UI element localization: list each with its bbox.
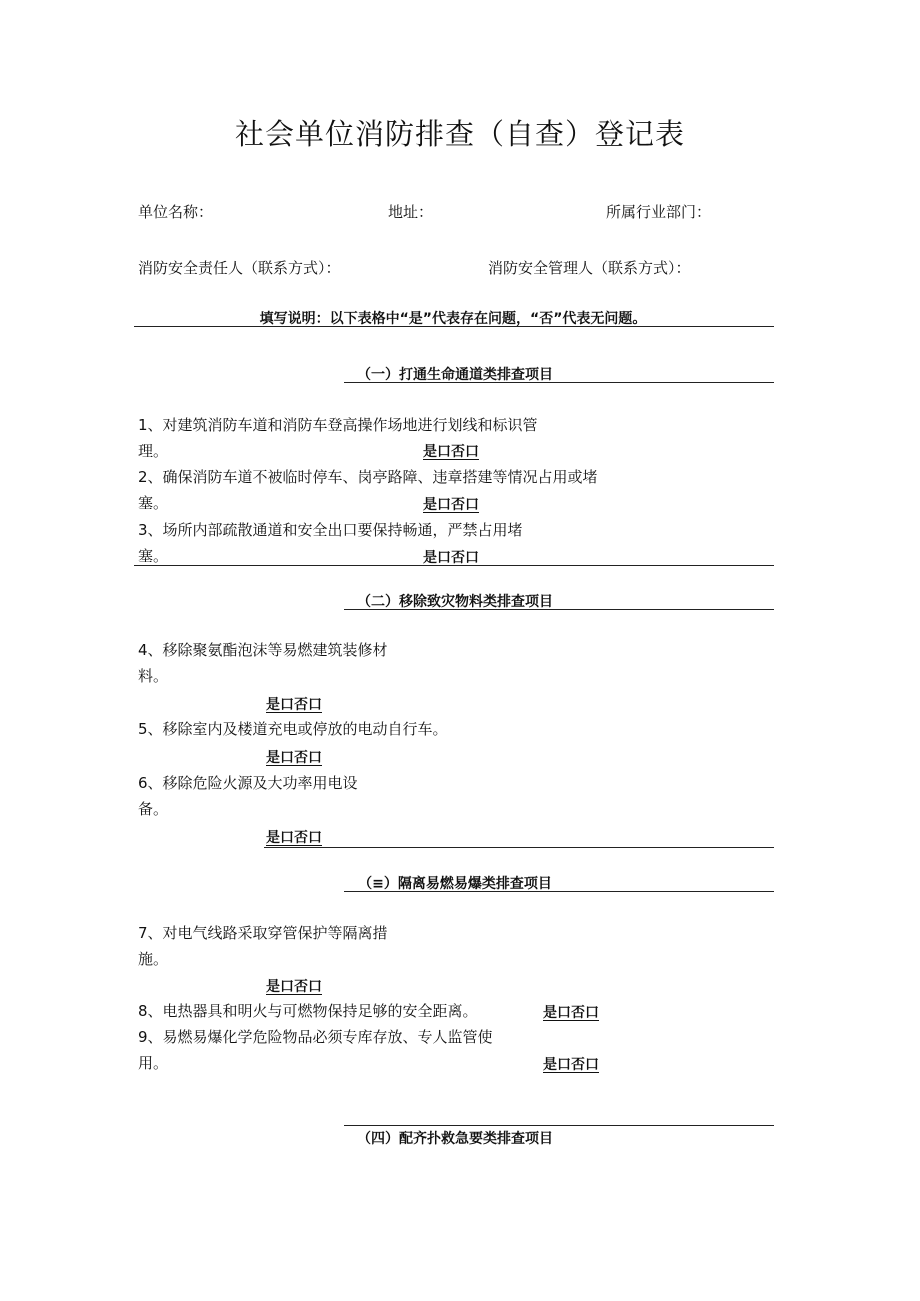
- safety-manager-label: 消防安全管理人（联系方式）：: [488, 259, 691, 277]
- section-title-3: （≡）隔离易燃易爆类排查项目: [358, 876, 552, 892]
- unit-name-label: 单位名称：: [138, 203, 214, 221]
- divider: [134, 326, 774, 327]
- item-9-line-1: 9、易燃易爆化学危险物品必须专库存放、专人监管使: [138, 1028, 493, 1046]
- page-title: 社会单位消防排查（自查）登记表: [234, 117, 685, 151]
- item-5-yes-no-checkbox[interactable]: 是口否口: [266, 750, 322, 766]
- section-divider: [344, 382, 774, 383]
- item-6-line-1: 6、移除危险火源及大功率用电设: [138, 774, 358, 792]
- section-divider: [344, 891, 774, 892]
- fill-instruction: 填写说明：以下表格中“是”代表存在问题，“否”代表无问题。: [259, 311, 647, 327]
- item-9-line-2: 用。: [138, 1054, 169, 1072]
- item-9-yes-no-checkbox[interactable]: 是口否口: [543, 1057, 599, 1073]
- section-title-1: （一）打通生命通道类排查项目: [357, 367, 553, 383]
- item-2-line-2: 塞。: [138, 494, 169, 512]
- item-2-line-1: 2、确保消防车道不被临时停车、岗亭路障、违章搭建等情况占用或堵: [138, 468, 598, 486]
- item-1-yes-no-checkbox[interactable]: 是口否口: [423, 444, 479, 460]
- item-6-yes-no-checkbox[interactable]: 是口否口: [266, 830, 322, 846]
- section-title-4: （四）配齐扑救急要类排查项目: [357, 1131, 553, 1147]
- item-3-line-1: 3、场所内部疏散通道和安全出口要保持畅通，严禁占用堵: [138, 521, 523, 539]
- item-7-yes-no-checkbox[interactable]: 是口否口: [266, 979, 322, 995]
- section-title-2: （二）移除致灾物料类排查项目: [357, 594, 553, 610]
- item-7-line-2: 施。: [138, 950, 169, 968]
- safety-responsible-label: 消防安全责任人（联系方式）：: [138, 259, 341, 277]
- item-4-yes-no-checkbox[interactable]: 是口否口: [266, 697, 322, 713]
- divider: [264, 847, 774, 848]
- item-8-line-1: 8、电热器具和明火与可燃物保持足够的安全距离。: [138, 1002, 478, 1020]
- item-5-line-1: 5、移除室内及楼道充电或停放的电动自行车。: [138, 720, 448, 738]
- item-2-yes-no-checkbox[interactable]: 是口否口: [423, 497, 479, 513]
- divider: [134, 565, 774, 566]
- item-4-line-1: 4、移除聚氨酯泡沫等易燃建筑装修材: [138, 641, 388, 659]
- item-1-line-1: 1、对建筑消防车道和消防车登高操作场地进行划线和标识管: [138, 416, 538, 434]
- section-divider: [344, 1125, 774, 1126]
- department-label: 所属行业部门：: [606, 203, 712, 221]
- item-8-yes-no-checkbox[interactable]: 是口否口: [543, 1005, 599, 1021]
- item-6-line-2: 备。: [138, 800, 169, 818]
- item-7-line-1: 7、对电气线路采取穿管保护等隔离措: [138, 924, 388, 942]
- item-3-line-2: 塞。: [138, 547, 169, 565]
- item-4-line-2: 料。: [138, 667, 169, 685]
- address-label: 地址：: [388, 203, 434, 221]
- section-divider: [344, 609, 774, 610]
- item-1-line-2: 理。: [138, 442, 169, 460]
- item-3-yes-no-checkbox[interactable]: 是口否口: [423, 550, 479, 566]
